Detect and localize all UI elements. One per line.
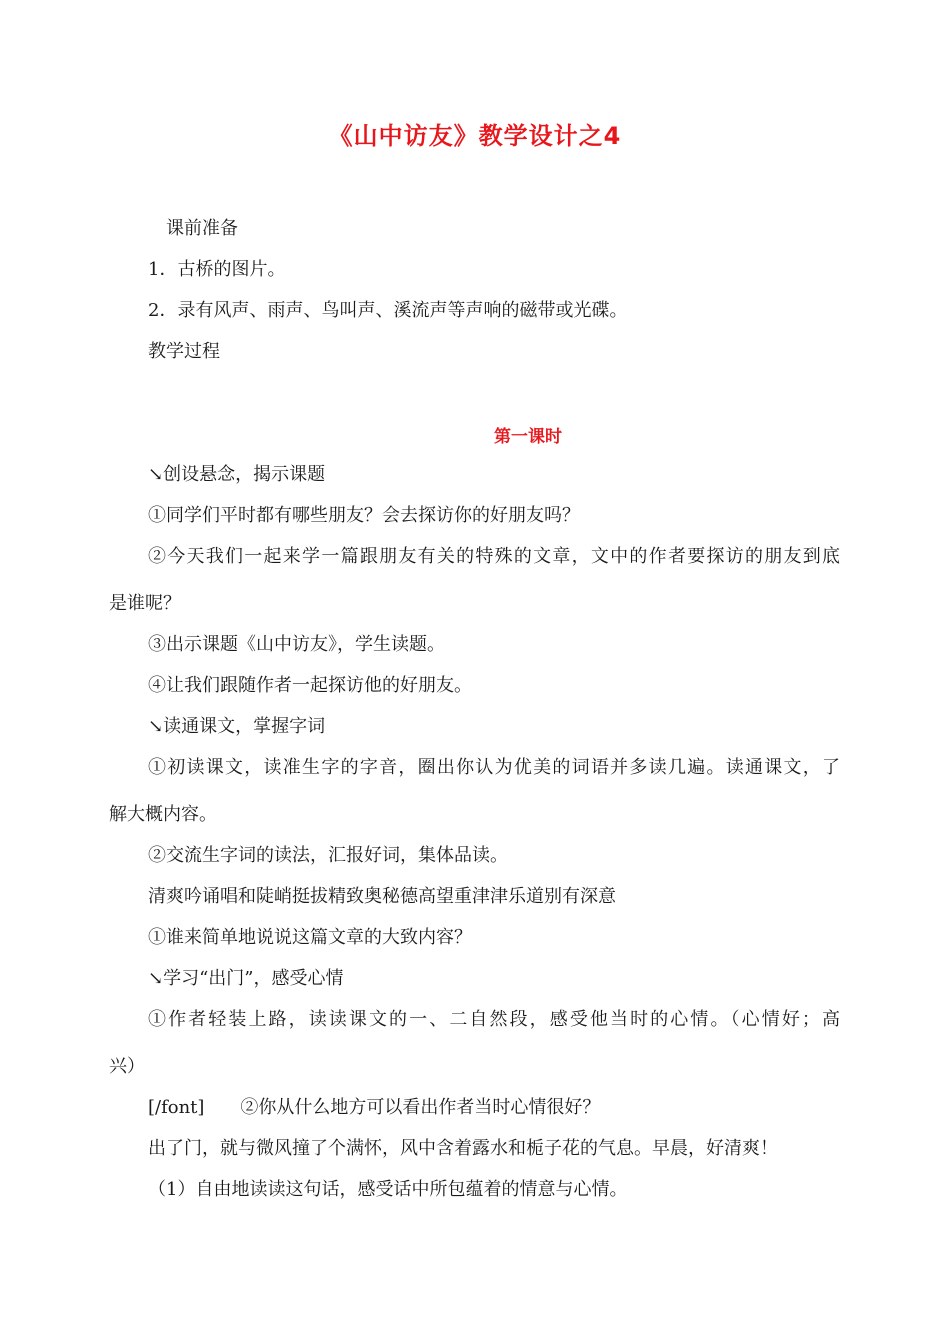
text-line: 清爽吟诵唱和陡峭挺拔精致奥秘德高望重津津乐道别有深意 (148, 886, 616, 907)
text-line: ③出示课题《山中访友》，学生读题。 (148, 634, 445, 655)
text-line: ①谁来简单地说说这篇文章的大致内容？ (148, 927, 472, 948)
prep-heading: 课前准备 (166, 218, 238, 239)
text-line: （1）自由地读读这句话，感受话中所包蕴着的情意与心情。 (148, 1179, 628, 1200)
text-line: ②交流生字词的读法，汇报好词，集体品读。 (148, 845, 508, 866)
lesson-heading: 第一课时 (494, 427, 562, 447)
text-line: 解大概内容。 (109, 804, 217, 825)
text-line: 是谁呢？ (109, 593, 181, 614)
process-heading: 教学过程 (148, 341, 220, 362)
text-line: ①同学们平时都有哪些朋友？会去探访你的好朋友吗？ (148, 505, 580, 526)
document-title: 《山中访友》教学设计之4 (328, 122, 622, 150)
text-line: ↘学习“出门”，感受心情 (148, 968, 344, 989)
text-line: ④让我们跟随作者一起探访他的好朋友。 (148, 675, 472, 696)
text-line: 出了门，就与微风撞了个满怀，风中含着露水和栀子花的气息。早晨，好清爽！ (148, 1138, 778, 1159)
text-line: [/font] ②你从什么地方可以看出作者当时心情很好？ (148, 1097, 601, 1118)
text-line: ②今天我们一起来学一篇跟朋友有关的特殊的文章，文中的作者要探访的朋友到底 (148, 546, 840, 567)
prep-item-2: 2．录有风声、雨声、鸟叫声、溪流声等声响的磁带或光碟。 (148, 300, 628, 321)
text-line: ①初读课文，读准生字的字音，圈出你认为优美的词语并多读几遍。读通课文，了 (148, 757, 840, 778)
text-line: 兴） (109, 1056, 145, 1077)
text-line: ①作者轻装上路，读读课文的一、二自然段，感受他当时的心情。（心情好；高 (148, 1009, 840, 1030)
prep-item-1: 1．古桥的图片。 (148, 259, 286, 280)
text-line: ↘创设悬念，揭示课题 (148, 464, 326, 485)
text-line: ↘读通课文，掌握字词 (148, 716, 326, 737)
